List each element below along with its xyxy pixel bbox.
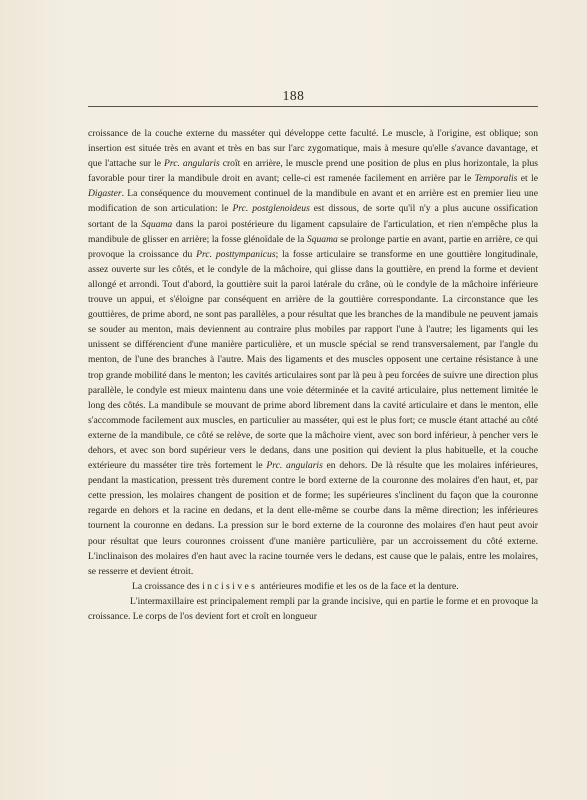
spaced-term: incisives bbox=[202, 580, 258, 592]
text-run: ; la fosse articulaire se transforme en une gouttière longitudinale, assez ouverte sur les côtés, et le condyle de la mâchoire, qui glisse dans la gouttière, en prend la forme et devient allongé et arrondi. Tout d'abord, la gouttière suit la paroi latérale du crâne, où le condyle de la mâchoire inférieure trouve un appui, et s'éloigne par conséquent en arrière de la gouttière correspondante. La circonstance que les gouttières, de prime abord, ne sont pas parallèles, a pour résultat que les branches de la mandibule ne peuvent jamais se souder au menton, mais deviennent au contraire plus mobiles par rapport l'une à l'autre; les ligaments qui les unissent se différencient d'une manière particulière, et un muscle spécial se rend transversalement, par l'angle du menton, de l'une des branches à l'autre. Mais des ligaments et des muscles opposent une certaine résistance à une trop grande mobilité dans le menton; les cavités articulaires sont par là peu à peu forcées de suivre une direction plus parallèle, le condyle est mieux maintenu dans une voie déterminée et la cavité articulaire, plus nettement limitée le long des côtés. La mandibule se mouvant de prime abord librement dans la cavité articulaire et dans le menton, elle s'accommode facilement aux muscles, en particulier au masséter, qui est le plus fort; ce muscle étant attaché au côté externe de la mandibule, ce côté se relève, de sorte que la mâchoire vient, avec son bord inférieur, à pencher vers le dehors, et avec son bord supérieur vers le dedans, dans une position qui devient la plus habituelle, et la couche extérieure du masséter tire très fortement le bbox=[88, 248, 538, 472]
italic-term: Digaster bbox=[88, 188, 122, 200]
text-run: en dehors. De là résulte que les molaires inférieures, pendant la mastication, pressent très durement contre le bord externe de la couronne des molaires d'en haut, et, par cette pression, les molaires changent de position et de forme; les supérieures s'inclinent du façon que la couronne regarde en dehors et la racine en dedans, et la dent elle-même se courbe dans la même direction; les inférieures tournent la couronne en dedans. La pression sur le bord externe de la couronne des molaires d'en haut peut avoir pour résultat que leurs couronnes croissent d'une manière particulière, par un accroissement du côté externe. L'inclinaison des molaires d'en haut avec la racine tournée vers le dedans, est cause que le palais, entre les molaires, se resserre et devient étroit. bbox=[88, 460, 538, 577]
body-text bbox=[88, 126, 538, 624]
paragraph bbox=[88, 579, 538, 594]
text-run: . La conséquence du mouvement continuel de la mandibule en avant et en arrière est en premier lieu une modification de son articulation: le bbox=[88, 188, 538, 215]
italic-term: Prc. postglenoideus bbox=[232, 203, 310, 215]
text-run: croît en arrière, le muscle prend une position de plus en plus horizontale, la plus favorable pour tirer la mandibule droit en avant; celle-ci est ramenée facilement en arrière par le bbox=[88, 158, 539, 185]
italic-term: Temporalis bbox=[474, 173, 518, 185]
text-run: antérieures modifie et les os de la face et la denture. bbox=[257, 580, 459, 592]
text-run: se prolonge partie en avant, partie en arrière, ce qui provoque la croissance du bbox=[88, 233, 538, 260]
italic-term: Squama bbox=[306, 233, 338, 245]
italic-term: Squama bbox=[141, 218, 173, 230]
text-run: croissance de la couche externe du masséter qui développe cette faculté. Le muscle, à l'origine, est oblique; son insertion est située très en avant et très en bas sur l'arc zygomatique, mais à mesure qu'elle s'avance davantage, et que l'attache sur le bbox=[88, 128, 538, 170]
text-run: La croissance des bbox=[132, 580, 203, 592]
text-run: et le bbox=[517, 173, 538, 185]
paragraph bbox=[88, 594, 538, 624]
paragraph bbox=[88, 126, 538, 579]
text-run: dans la paroi postérieure du ligament capsulaire de l'articulation, et rien n'empêche plus la mandibule de glisser en arrière; la fosse glénoïdale de la bbox=[88, 218, 538, 245]
italic-term: Prc. angularis bbox=[164, 158, 220, 170]
header-rule bbox=[88, 106, 538, 107]
italic-term: Prc. posttympanicus bbox=[196, 248, 276, 260]
text-run: est dissous, de sorte qu'il n'y a plus aucune ossification sortant de la bbox=[88, 203, 538, 230]
text-run: L'intermaxillaire est principalement rempli par la grande incisive, qui en partie le forme et en provoque la croissance. Le corps de l'os devient fort et croît en longueur bbox=[88, 595, 538, 622]
italic-term: Prc. angularis bbox=[266, 460, 323, 472]
page-number: 188 bbox=[282, 88, 305, 103]
